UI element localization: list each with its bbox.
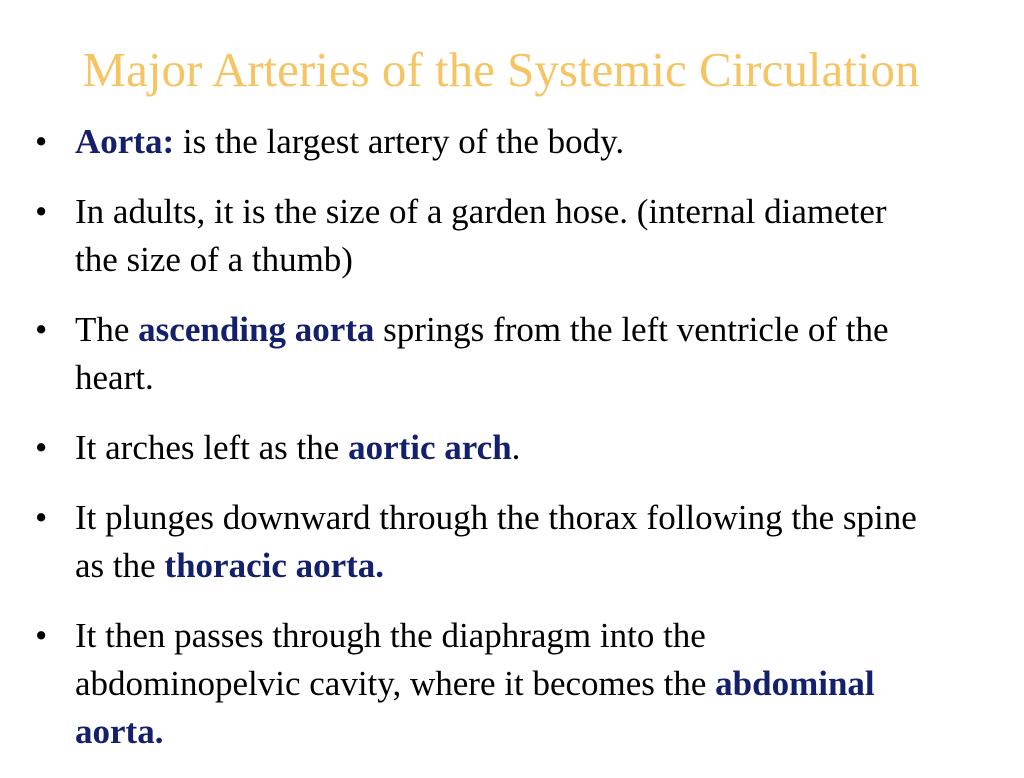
- bullet-text: It then passes through the diaphragm into the abdominopelvic cavity, where it becomes the: [75, 616, 716, 703]
- bullet-dot-icon: •: [35, 122, 48, 161]
- bullet-dot-icon: •: [35, 310, 48, 349]
- bullet-emphasis-text: abdominal aorta.: [75, 664, 875, 751]
- bullet-item: [35, 494, 935, 590]
- bullet-text: In adults, it is the size of a garden hose. (internal diameter the size of a thumb): [75, 192, 887, 279]
- bullet-text: It arches left as the: [75, 428, 349, 467]
- bullet-emphasis-text: Aorta:: [75, 122, 175, 161]
- bullet-item: [35, 612, 935, 756]
- bullet-text: springs from the left ventricle of the heart.: [75, 310, 889, 397]
- bullet-emphasis-text: ascending aorta: [138, 310, 375, 349]
- bullet-text: It plunges downward through the thorax following the spine as the: [75, 498, 917, 585]
- bullet-item: [35, 188, 935, 284]
- bullet-emphasis-text: aortic arch: [348, 428, 512, 467]
- bullet-text: The: [75, 310, 139, 349]
- bullet-dot-icon: •: [35, 428, 48, 467]
- bullet-item: [35, 118, 935, 166]
- bullet-dot-icon: •: [35, 192, 48, 231]
- bullet-item: [35, 306, 935, 402]
- slide-title: Major Arteries of the Systemic Circulation: [82, 42, 920, 97]
- bullet-emphasis-text: thoracic aorta.: [164, 546, 385, 585]
- bullet-dot-icon: •: [35, 616, 48, 655]
- bullet-text: is the largest artery of the body.: [174, 122, 625, 161]
- bullet-list: [35, 118, 935, 778]
- bullet-text: .: [511, 428, 521, 467]
- bullet-dot-icon: •: [35, 498, 48, 537]
- bullet-item: [35, 424, 935, 472]
